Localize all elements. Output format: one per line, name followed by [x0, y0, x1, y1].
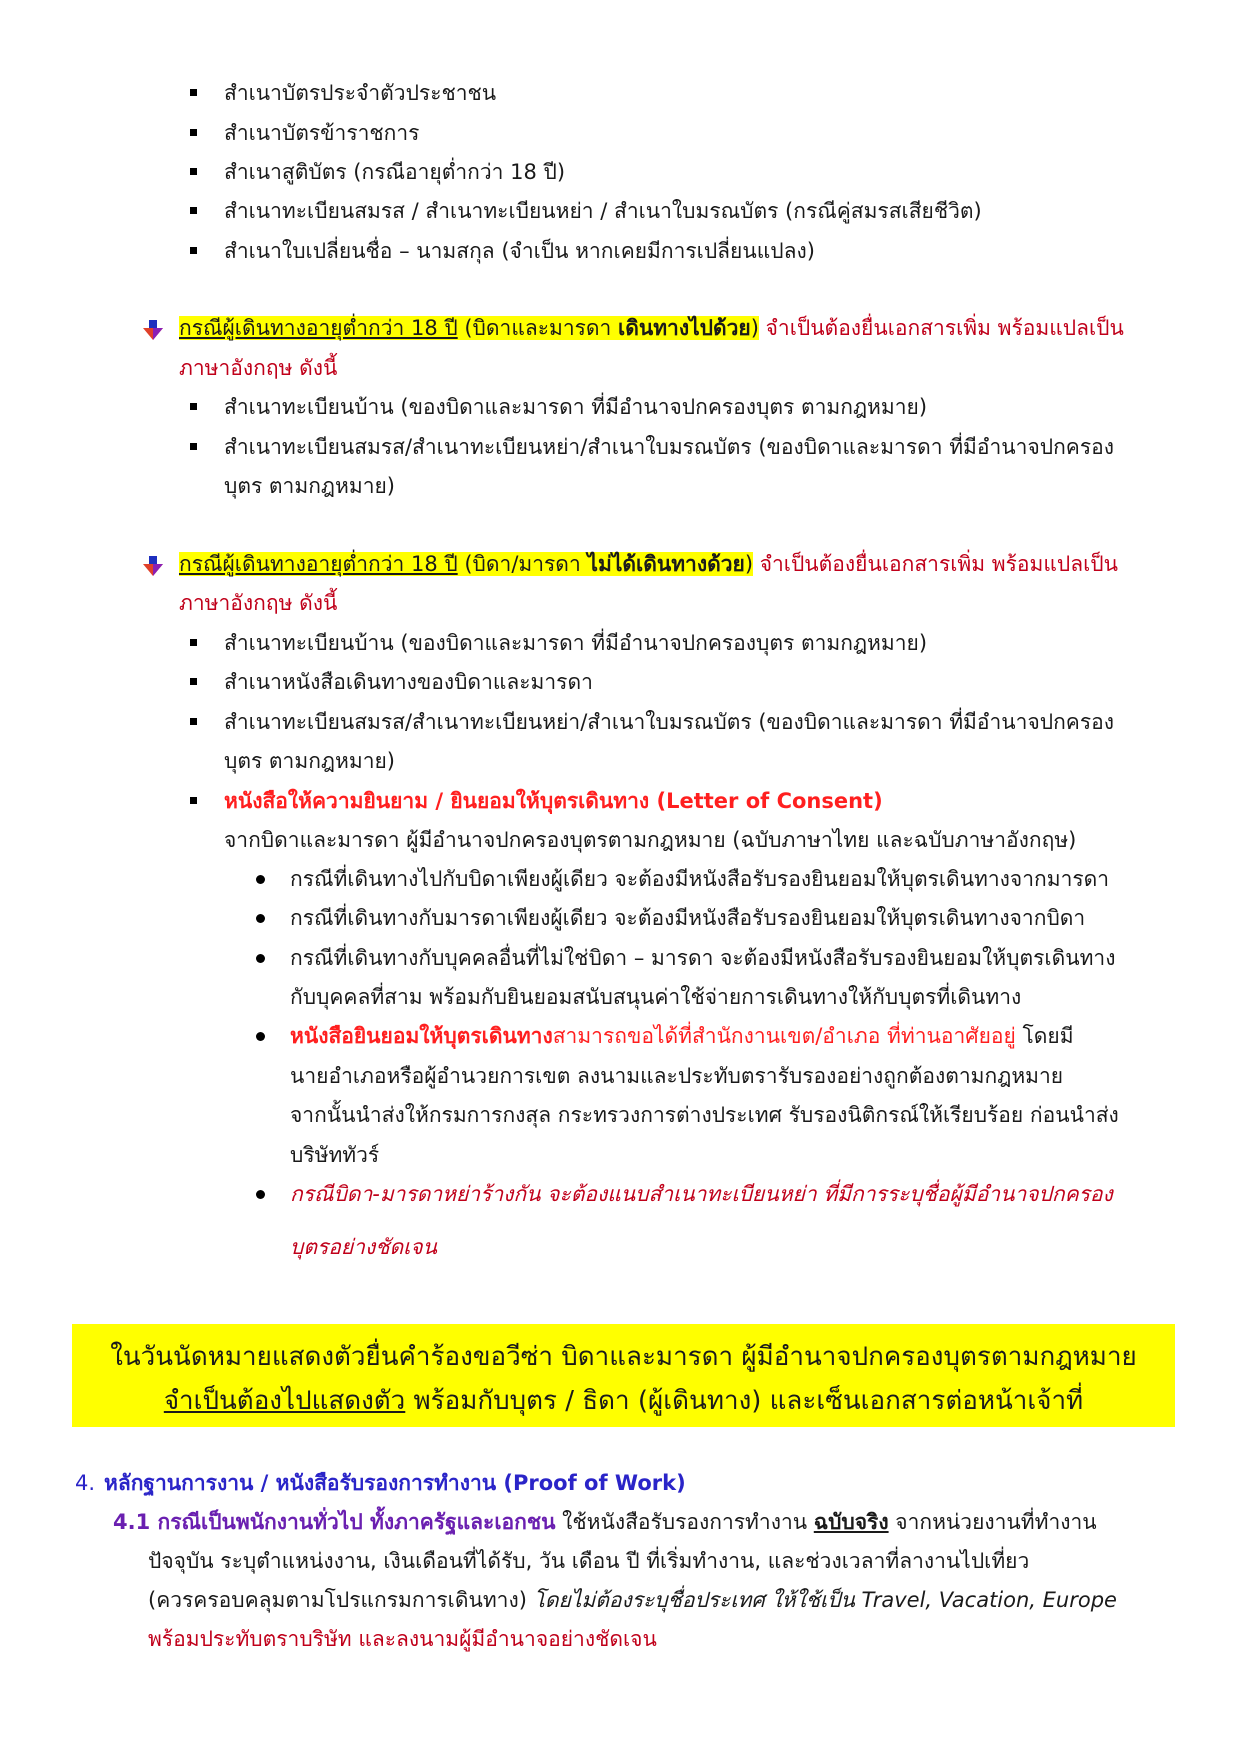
square-bullet-icon: [190, 678, 197, 685]
round-bullet-icon: [256, 875, 265, 884]
case-1-bold: เดินทางไปด้วย: [618, 316, 751, 340]
case-1-paren: (บิดาและมารดา: [457, 316, 619, 340]
consent-item: กรณีที่เดินทางกับบุคคลอื่นที่ไม่ใช่บิดา – มารดา จะต้องมีหนังสือรับรองยินยอมให้บุตรเดินทาง: [290, 946, 1116, 970]
notice-underlined: จำเป็นต้องไปแสดงตัว: [163, 1386, 406, 1416]
case-2-paren-close: ): [744, 552, 754, 576]
case-2-highlight: กรณีผู้เดินทางอายุต่ำกว่า 18 ปี: [179, 552, 458, 576]
square-bullet-icon: [190, 797, 197, 804]
case-2-paren: (บิดา/มารดา: [457, 552, 588, 576]
down-arrow-bullet-icon: [140, 554, 166, 578]
section-number: 4.: [75, 1471, 96, 1495]
consent-letter-title: หนังสือให้ความยินยาม / ยินยอมให้บุตรเดินทาง (Letter of Consent): [224, 789, 883, 813]
notice-rest: พร้อมกับบุตร / ธิดา (ผู้เดินทาง) และเซ็นเอกสารต่อหน้าเจ้าที่: [405, 1386, 1084, 1416]
list-item: สำเนาสูติบัตร (กรณีอายุต่ำกว่า 18 ปี): [224, 160, 566, 184]
appearance-notice-box: [72, 1324, 1175, 1427]
list-item: สำเนาทะเบียนบ้าน (ของบิดาและมารดา ที่มีอำนาจปกครองบุตร ตามกฎหมาย): [224, 395, 928, 419]
list-item: สำเนาหนังสือเดินทางของบิดาและมารดา: [224, 670, 593, 694]
case-2-bold: ไม่ได้เดินทางด้วย: [587, 552, 745, 576]
subsection-4-1: [113, 1507, 1097, 1537]
square-bullet-icon: [190, 718, 197, 725]
square-bullet-icon: [190, 168, 197, 175]
subsection-text-2: จากหน่วยงานที่ทำงาน: [888, 1510, 1097, 1534]
square-bullet-icon: [190, 129, 197, 136]
certification-red: สามารถขอได้ที่สำนักงานเขต/อำเภอ ที่ท่านอาศัยอยู่: [552, 1024, 1016, 1048]
round-bullet-icon: [256, 954, 265, 963]
subsection-title: 4.1 กรณีเป็นพนักงานทั่วไป ทั้งภาครัฐและเอกชน: [113, 1510, 556, 1534]
case-1-heading-cont: ภาษาอังกฤษ ดังนี้: [179, 356, 338, 380]
round-bullet-icon: [256, 1032, 265, 1041]
certification-line: นายอำเภอหรือผู้อำนวยการเขต ลงนามและประทับตรารับรองอย่างถูกต้องตามกฎหมาย: [290, 1064, 1064, 1088]
section-title: หลักฐานการงาน / หนังสือรับรองการทำงาน (Proof of Work): [104, 1471, 686, 1495]
notice-line-1: ในวันนัดหมายแสดงตัวยื่นคำร้องขอวีซ่า บิดาและมารดา ผู้มีอำนาจปกครองบุตรตามกฎหมาย: [110, 1342, 1137, 1372]
subsection-line: ปัจจุบัน ระบุตำแหน่งงาน, เงินเดือนที่ได้รับ, วัน เดือน ปี ที่เริ่มทำงาน, และช่วงเวลาที่ลางานไปเที่ยว: [148, 1549, 1030, 1573]
list-item: สำเนาทะเบียนสมรส/สำเนาทะเบียนหย่า/สำเนาใบมรณบัตร (ของบิดาและมารดา ที่มีอำนาจปกครอง: [224, 710, 1114, 734]
list-item: สำเนาทะเบียนสมรส / สำเนาทะเบียนหย่า / สำเนาใบมรณบัตร (กรณีคู่สมรสเสียชีวิต): [224, 199, 982, 223]
divorce-note-cont: บุตรอย่างชัดเจน: [290, 1235, 437, 1259]
list-item: สำเนาใบเปลี่ยนชื่อ – นามสกุล (จำเป็น หากเคยมีการเปลี่ยนแปลง): [224, 239, 815, 263]
case-1-heading: [179, 313, 1124, 343]
consent-item: กรณีที่เดินทางกับมารดาเพียงผู้เดียว จะต้องมีหนังสือรับรองยินยอมให้บุตรเดินทางจากบิดา: [290, 906, 1086, 930]
case-1-requirement: จำเป็นต้องยื่นเอกสารเพิ่ม พร้อมแปลเป็น: [758, 316, 1124, 340]
round-bullet-icon: [256, 1190, 265, 1199]
case-1-paren-close: ): [750, 316, 759, 340]
list-item: สำเนาทะเบียนสมรส/สำเนาทะเบียนหย่า/สำเนาใบมรณบัตร (ของบิดาและมารดา ที่มีอำนาจปกครอง: [224, 435, 1114, 459]
square-bullet-icon: [190, 207, 197, 214]
square-bullet-icon: [190, 89, 197, 96]
list-item: สำเนาบัตรข้าราชการ: [224, 121, 420, 145]
certification-line: จากนั้นนำส่งให้กรมการกงสุล กระทรวงการต่างประเทศ รับรองนิติกรณ์ให้เรียบร้อย ก่อนนำส่ง: [290, 1103, 1119, 1127]
list-item-cont: บุตร ตามกฎหมาย): [224, 474, 395, 498]
consent-letter-subtitle: จากบิดาและมารดา ผู้มีอำนาจปกครองบุตรตามกฎหมาย (ฉบับภาษาไทย และฉบับภาษาอังกฤษ): [224, 828, 1077, 852]
square-bullet-icon: [190, 247, 197, 254]
subsection-line-red: พร้อมประทับตราบริษัท และลงนามผู้มีอำนาจอย่างชัดเจน: [148, 1627, 657, 1651]
list-item: สำเนาบัตรประจำตัวประชาชน: [224, 81, 497, 105]
square-bullet-icon: [190, 639, 197, 646]
divorce-note: กรณีบิดา-มารดาหย่าร้างกัน จะต้องแนบสำเนาทะเบียนหย่า ที่มีการระบุชื่อผู้มีอำนาจปกครอง: [290, 1182, 1113, 1206]
subsection-line: [148, 1585, 1117, 1615]
list-item: สำเนาทะเบียนบ้าน (ของบิดาและมารดา ที่มีอำนาจปกครองบุตร ตามกฎหมาย): [224, 631, 928, 655]
case-2-heading-cont: ภาษาอังกฤษ ดังนี้: [179, 591, 338, 615]
certification-line: บริษัททัวร์: [290, 1143, 380, 1167]
certification-note: [290, 1021, 1074, 1051]
original-copy-label: ฉบับจริง: [813, 1510, 889, 1534]
list-item-cont: บุตร ตามกฎหมาย): [224, 749, 395, 773]
case-1-highlight: กรณีผู้เดินทางอายุต่ำกว่า 18 ปี: [179, 316, 458, 340]
case-2-requirement: จำเป็นต้องยื่นเอกสารเพิ่ม พร้อมแปลเป็น: [753, 552, 1118, 576]
consent-item-cont: กับบุคคลที่สาม พร้อมกับยินยอมสนับสนุนค่าใช้จ่ายการเดินทางให้กับบุตรที่เดินทาง: [290, 985, 1022, 1009]
certification-tail: โดยมี: [1015, 1024, 1074, 1048]
round-bullet-icon: [256, 914, 265, 923]
consent-item: กรณีที่เดินทางไปกับบิดาเพียงผู้เดียว จะต้องมีหนังสือรับรองยินยอมให้บุตรเดินทางจากมารดา: [290, 867, 1110, 891]
square-bullet-icon: [190, 403, 197, 410]
subsection-italic: โดยไม่ต้องระบุชื่อประเทศ ให้ใช้เป็น Travel, Vacation, Europe: [533, 1588, 1117, 1612]
case-2-heading: [179, 549, 1118, 579]
subsection-text: ใช้หนังสือรับรองการทำงาน: [555, 1510, 814, 1534]
notice-line-2: [72, 1380, 1175, 1421]
down-arrow-bullet-icon: [140, 318, 166, 342]
certification-bold: หนังสือยินยอมให้บุตรเดินทาง: [290, 1024, 553, 1048]
square-bullet-icon: [190, 443, 197, 450]
subsection-line-text: (ควรครอบคลุมตามโปรแกรมการเดินทาง): [148, 1588, 534, 1612]
